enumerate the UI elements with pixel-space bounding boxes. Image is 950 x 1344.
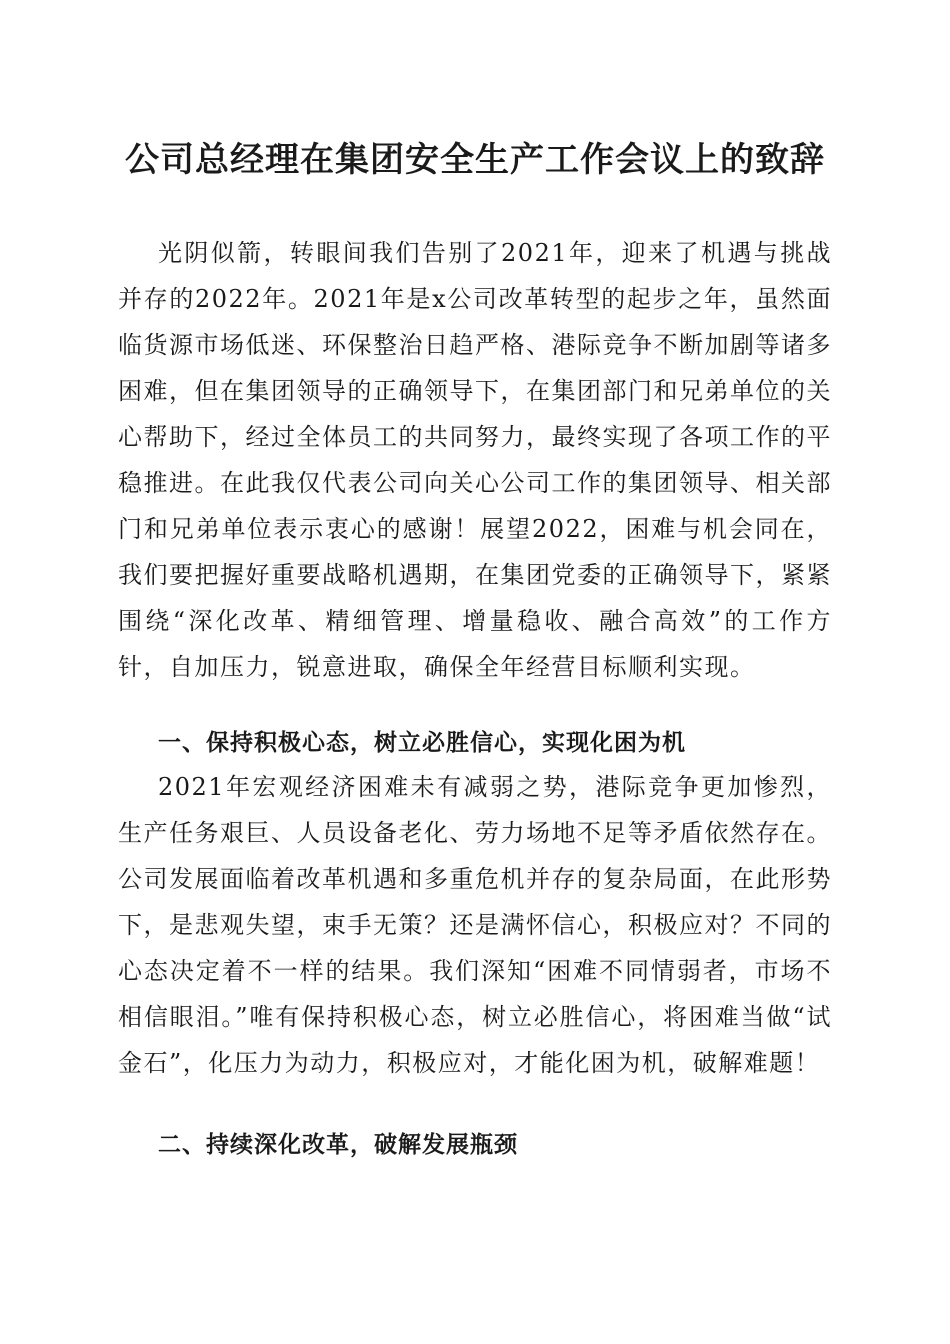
section-heading-1: 一、保持积极心态，树立必胜信心，实现化困为机 [158,730,686,756]
document-title: 公司总经理在集团安全生产工作会议上的致辞 [125,140,825,180]
paragraph-intro: 光阴似箭，转眼间我们告别了2021年，迎来了机遇与挑战并存的2022年。2021年是x公司改革转型的起步之年，虽然面临货源市场低迷、环保整治日趋严格、港际竞争不断加剧等诸多困难，但在集团领导的正确领导下，在集团部门和兄弟单位的关心帮助下，经过全体员工的共同努力，最终实现了各项工作的平稳推进。在此我仅代表公司向关心公司工作的集团领导、相关部门和兄弟单位表示衷心的感谢！展望2022，困难与机会同在，我们要把握好重要战略机遇期，在集团党委的正确领导下，紧紧围绕“深化改革、精细管理、增量稳收、融合高效”的工作方针，自加压力，锐意进取，确保全年经营目标顺利实现。 [118,239,832,681]
section-heading-2: 二、持续深化改革，破解发展瓶颈 [158,1132,518,1158]
paragraph-section-1: 2021年宏观经济困难未有减弱之势，港际竞争更加惨烈，生产任务艰巨、人员设备老化、劳力场地不足等矛盾依然存在。公司发展面临着改革机遇和多重危机并存的复杂局面，在此形势下，是悲观失望，束手无策？还是满怀信心，积极应对？不同的心态决定着不一样的结果。我们深知“困难不同情弱者，市场不相信眼泪。”唯有保持积极心态，树立必胜信心，将困难当做“试金石”，化压力为动力，积极应对，才能化困为机，破解难题！ [118,773,832,1077]
